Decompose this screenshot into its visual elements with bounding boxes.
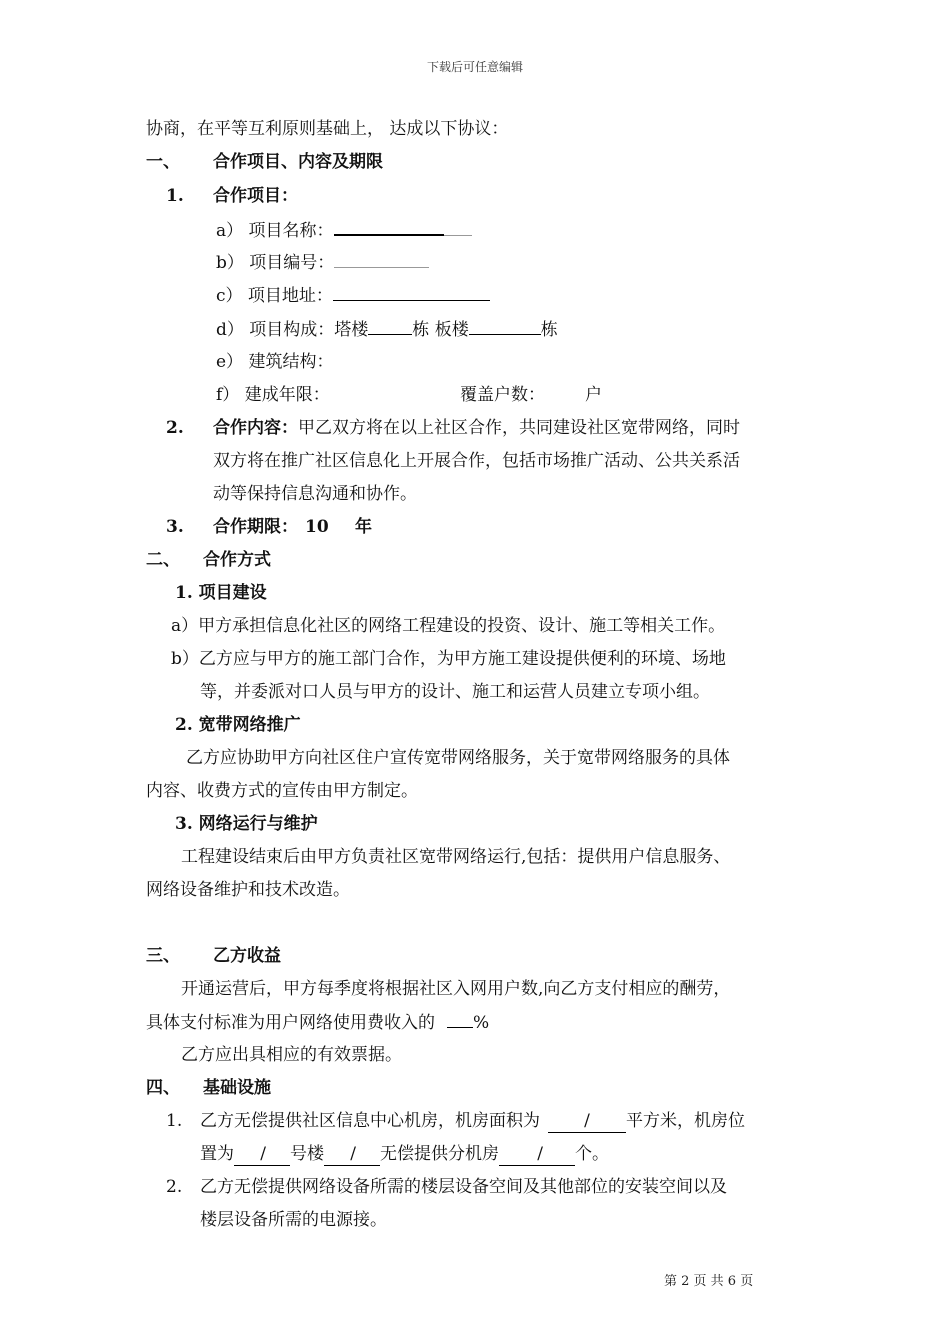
project-address-row <box>216 284 490 307</box>
households-unit: 户 <box>585 385 602 405</box>
project-name-blank-tail <box>444 219 472 236</box>
item-2-title: 合作内容： <box>213 418 298 438</box>
infra-item-1-line-2 <box>200 1143 609 1166</box>
subheading-broadband-promotion: 2. 宽带网络推广 <box>175 715 301 735</box>
project-code-blank <box>334 251 429 268</box>
infra-item-2-number: 2. <box>166 1177 183 1197</box>
project-address-blank <box>333 284 490 301</box>
infra-item-1-text-c: 置为 <box>200 1144 234 1164</box>
revenue-line-3: 乙方应出具相应的有效票据。 <box>181 1045 402 1065</box>
infra-item-1-text-e: 无偿提供分机房 <box>380 1144 499 1164</box>
building-number-slash: / <box>350 1144 356 1164</box>
item-2-line-1 <box>213 417 740 439</box>
revenue-percent-blank <box>447 1011 473 1028</box>
infra-item-1-number: 1. <box>166 1111 183 1131</box>
item-2-line-3: 动等保持信息沟通和协作。 <box>213 484 417 504</box>
project-code-label: b） 项目编号： <box>216 253 335 273</box>
promotion-line-2: 内容、收费方式的宣传由甲方制定。 <box>146 781 418 801</box>
infra-item-1-text-a: 乙方无偿提供社区信息中心机房，机房面积为 <box>200 1111 540 1131</box>
section-1-title: 合作项目、内容及期限 <box>213 152 383 172</box>
operation-line-1: 工程建设结束后由甲方负责社区宽带网络运行,包括：提供用户信息服务、 <box>181 847 731 867</box>
sub-room-count-blank <box>499 1143 575 1166</box>
term-unit: 年 <box>355 517 372 537</box>
promotion-line-1: 乙方应协助甲方向社区住户宣传宽带网络服务，关于宽带网络服务的具体 <box>186 748 730 768</box>
page-footer: 第 2 页 共 6 页 <box>664 1274 754 1289</box>
revenue-percent-sign: % <box>473 1013 490 1033</box>
sub-room-count-slash: / <box>537 1144 543 1164</box>
term-value: 10 <box>305 517 329 537</box>
section-3-title: 乙方收益 <box>213 946 281 966</box>
build-year-label: f） 建成年限： <box>216 385 330 405</box>
item-2-number: 2. <box>166 418 184 438</box>
project-name-label: a） 项目名称： <box>216 221 334 241</box>
revenue-line-2-text: 具体支付标准为用户网络使用费收入的 <box>146 1013 435 1033</box>
project-address-label: c） 项目地址： <box>216 286 333 306</box>
operation-line-2: 网络设备维护和技术改造。 <box>146 880 350 900</box>
item-1-number: 1. <box>166 186 184 206</box>
composition-label: d） 项目构成：塔楼 <box>216 320 369 340</box>
infra-item-1-text-b: 平方米，机房位 <box>626 1111 745 1131</box>
composition-unit: 栋 <box>540 320 558 340</box>
infra-item-1-text-f: 个。 <box>575 1144 609 1164</box>
intro-text: 协商，在平等互利原则基础上， 达成以下协议： <box>146 119 509 139</box>
infra-item-1-text-d: 号楼 <box>290 1144 324 1164</box>
item-1-title: 合作项目： <box>213 186 298 206</box>
room-location-slash: / <box>260 1144 266 1164</box>
composition-mid: 栋 板楼 <box>412 320 469 340</box>
room-area-slash: / <box>584 1111 590 1131</box>
room-location-blank <box>234 1143 290 1166</box>
project-name-blank <box>334 218 444 236</box>
section-2-number: 二、 <box>146 550 180 570</box>
section-4-number: 四、 <box>146 1078 180 1098</box>
room-area-blank <box>548 1110 626 1133</box>
revenue-line-1: 开通运营后，甲方每季度将根据社区入网用户数,向乙方支付相应的酬劳， <box>181 979 731 999</box>
item-3-number: 3. <box>166 517 184 537</box>
project-code-row <box>216 251 429 274</box>
construction-item-a: a）甲方承担信息化社区的网络工程建设的投资、设计、施工等相关工作。 <box>171 616 726 636</box>
infra-item-2-line-2: 楼层设备所需的电源接。 <box>200 1210 387 1230</box>
project-composition-row <box>216 318 558 341</box>
item-2-line-2: 双方将在推广社区信息化上开展合作，包括市场推广活动、公共关系活 <box>213 451 740 471</box>
construction-item-b-line-2: 等，并委派对口人员与甲方的设计、施工和运营人员建立专项小组。 <box>200 682 710 702</box>
item-3-title: 合作期限： <box>213 517 298 537</box>
section-1-number: 一、 <box>146 152 180 172</box>
building-number-blank <box>324 1143 380 1166</box>
section-4-title: 基础设施 <box>203 1078 271 1098</box>
section-2-title: 合作方式 <box>203 550 271 570</box>
project-name-row <box>216 218 472 242</box>
revenue-line-2 <box>146 1011 489 1034</box>
infra-item-1-line-1 <box>200 1110 745 1133</box>
subheading-project-construction: 1. 项目建设 <box>175 583 267 603</box>
construction-item-b-line-1: b）乙方应与甲方的施工部门合作，为甲方施工建设提供便利的环境、场地 <box>171 649 726 669</box>
infra-item-2-line-1: 乙方无偿提供网络设备所需的楼层设备空间及其他部位的安装空间以及 <box>200 1177 727 1197</box>
page-header: 下载后可任意编辑 <box>426 60 523 74</box>
section-3-number: 三、 <box>146 946 180 966</box>
slab-count-blank <box>469 318 541 335</box>
item-2-text-1: 甲乙双方将在以上社区合作，共同建设社区宽带网络，同时 <box>298 418 740 438</box>
tower-count-blank <box>368 318 412 335</box>
building-structure-label: e） 建筑结构： <box>216 352 334 372</box>
households-label: 覆盖户数： <box>460 385 545 405</box>
subheading-network-operation: 3. 网络运行与维护 <box>175 814 318 834</box>
